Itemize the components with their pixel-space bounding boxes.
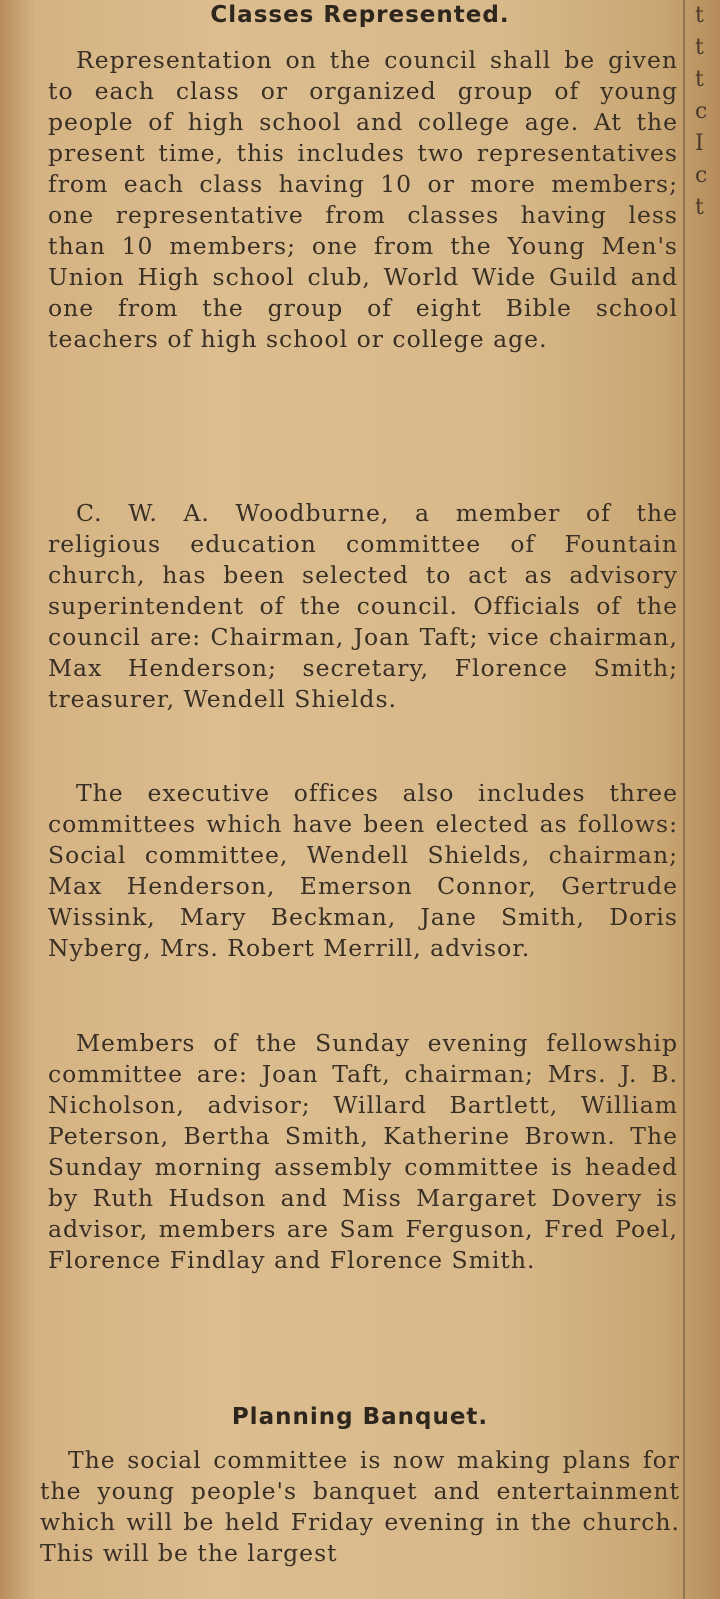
paragraph-fellowship-committee: Members of the Sunday evening fellowship committee are: Joan Taft, chairman; Mrs. J. B. Nicholson, advisor; Willard Bartlett, William Peterson, Bertha Smith, Katherine Brown. The Sunday morning assembly committee is headed by Ruth Hudson and Miss Margaret Dovery is advisor, members are Sam Ferguson, Fred Poel, Florence Findlay and Florence Smith.: [48, 1029, 678, 1274]
paragraph-representation: Representation on the council shall be given to each class or organized group of young people of high school and college age. At the present time, this includes two representatives from each class having 10 or more members; one representative from classes having less than 10 members; one from the Young Men's Union High school club, World Wide Guild and one from the group of eight Bible school teachers of high school or college age.: [48, 46, 678, 353]
fragment-letter: c: [695, 99, 708, 124]
article-column: [40, 0, 680, 1599]
fragment-letter: I: [695, 131, 704, 156]
fragment-letter: t: [695, 3, 704, 28]
fragment-letter: t: [695, 195, 704, 220]
fragment-letter: c: [695, 163, 708, 188]
paragraph-banquet-plans: The social committee is now making plans for the young people's banquet and entertainment which will be held Friday evening in the church. This will be the largest: [40, 1446, 680, 1567]
subheading-planning-banquet: Planning Banquet.: [231, 1404, 489, 1430]
subheading-classes-represented: Classes Represented.: [210, 2, 510, 28]
paragraph-executive-committees: The executive offices also includes three committees which have been elected as follows: Social committee, Wendell Shields, chairman; Max Henderson, Emerson Connor, Gertrude Wissink, Mary Beckman, Jane Smith, Doris Nyberg, Mrs. Robert Merrill, advisor.: [48, 779, 678, 962]
column-divider: [683, 0, 685, 1599]
paragraph-advisory-superintendent: C. W. A. Woodburne, a member of the religious education committee of Fountain church, has been selected to act as advisory superintendent of the council. Officials of the council are: Chairman, Joan Taft; vice chairman, Max Henderson; secretary, Florence Smith; treasurer, Wendell Shields.: [48, 499, 678, 713]
fragment-letter: t: [695, 35, 704, 60]
adjacent-column-fragment: [695, 0, 720, 224]
fragment-letter: t: [695, 67, 704, 92]
